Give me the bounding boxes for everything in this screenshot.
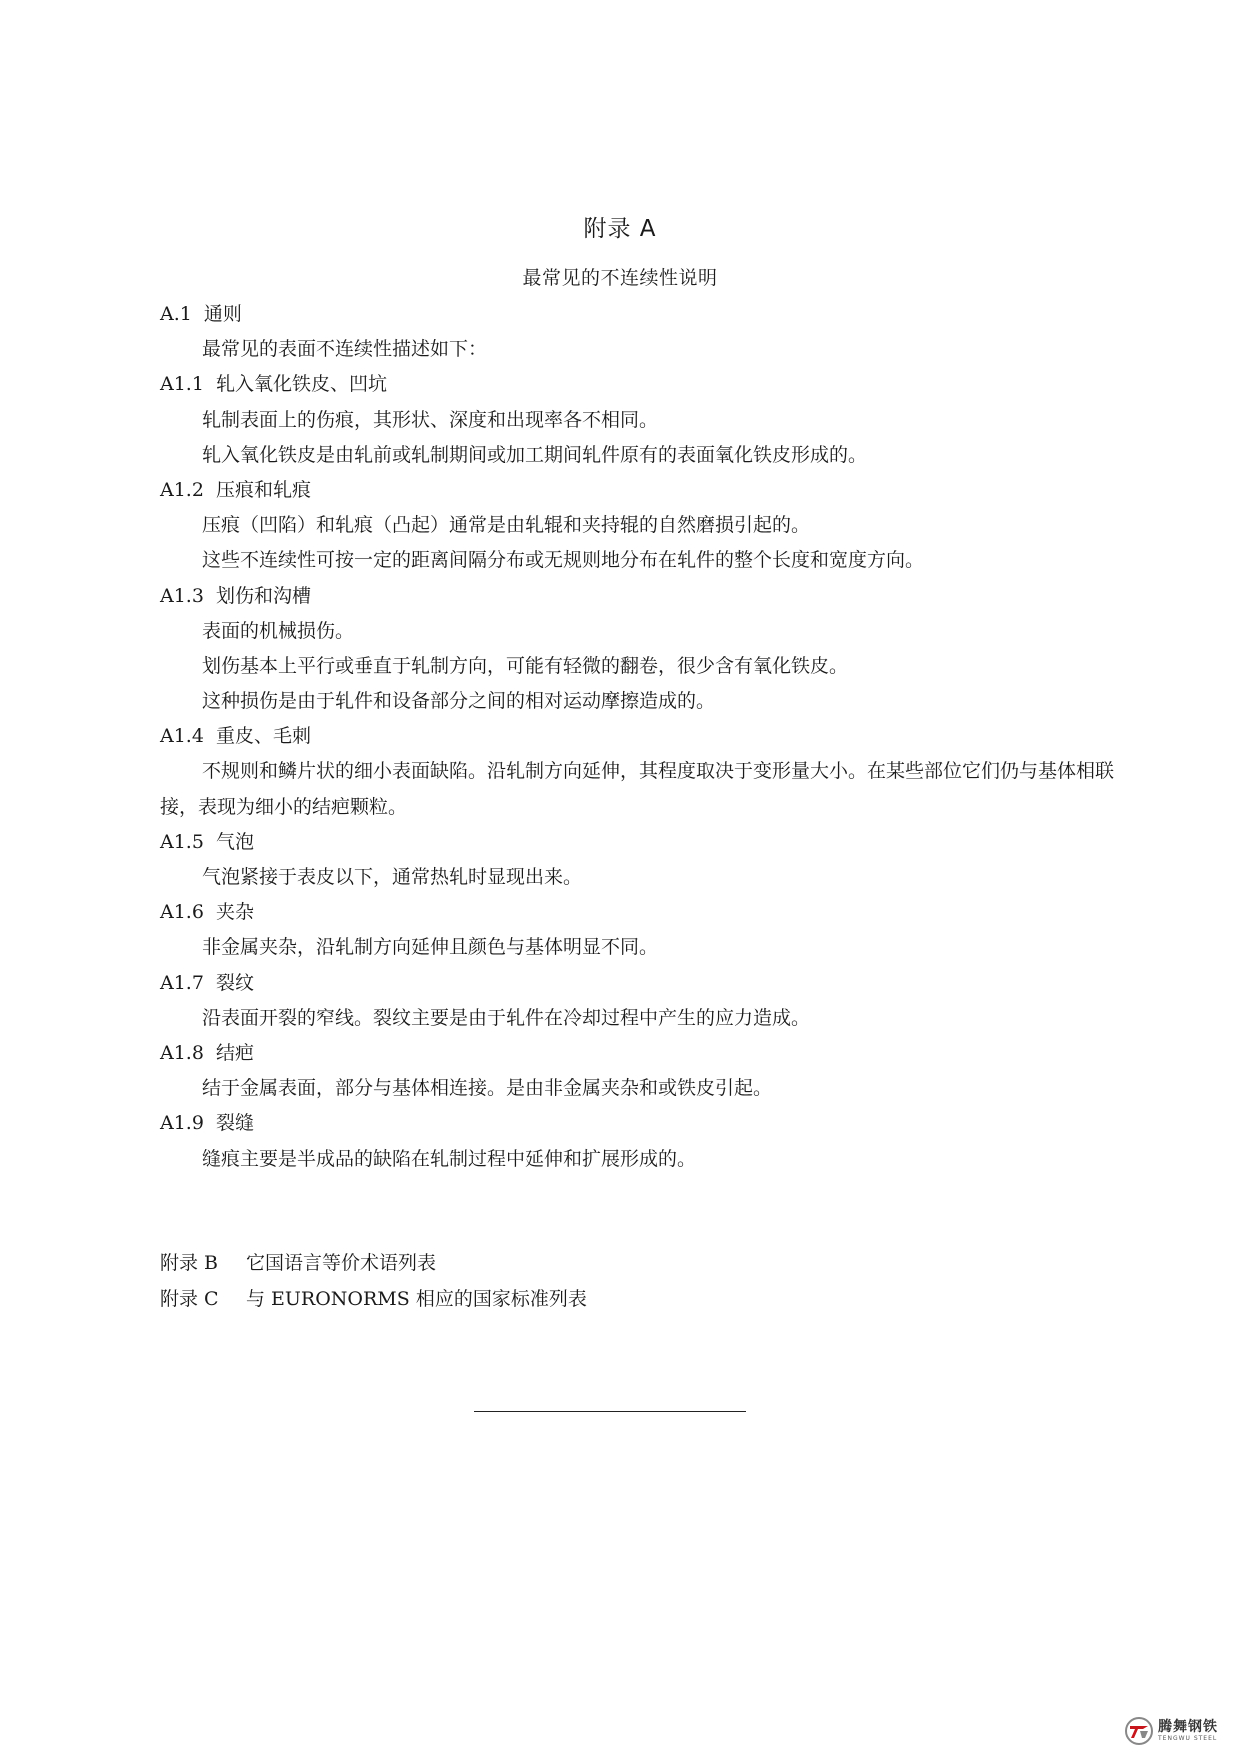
annex-item — [160, 1245, 587, 1281]
end-rule — [474, 1411, 746, 1412]
section-number: A1.5 — [160, 830, 204, 853]
annex-title: 附录 A — [583, 216, 657, 242]
logo-text-en: TENGWU STEEL — [1158, 1735, 1218, 1742]
section-title: 通则 — [203, 303, 242, 325]
paragraph: 不规则和鳞片状的细小表面缺陷。沿轧制方向延伸，其程度取决于变形量大小。在某些部位它们仍与基体相联接，表现为细小的结疤颗粒。 — [160, 760, 1115, 818]
logo-text-cn: 腾舞钢铁 — [1158, 1719, 1218, 1735]
annex-list — [160, 1245, 587, 1317]
annex-code: 附录 C — [160, 1288, 219, 1310]
section-title: 裂纹 — [215, 971, 254, 994]
paragraph: 最常见的表面不连续性描述如下： — [202, 338, 488, 361]
paragraph: 表面的机械损伤。 — [202, 619, 355, 642]
paragraph: 这些不连续性可按一定的距离间隔分布或无规则地分布在轧件的整个长度和宽度方向。 — [202, 549, 925, 572]
section-heading — [160, 966, 1120, 1001]
section-number: A1.4 — [160, 725, 204, 748]
section-number: A1.6 — [160, 901, 204, 924]
paragraph: 这种损伤是由于轧件和设备部分之间的相对运动摩擦造成的。 — [202, 690, 716, 713]
section-number: A1.2 — [160, 478, 204, 501]
section-heading — [160, 297, 1120, 332]
section-heading — [160, 1036, 1120, 1071]
annex-item-title: 它国语言等价术语列表 — [246, 1252, 437, 1274]
annex-item — [160, 1281, 587, 1317]
section-title: 裂缝 — [215, 1112, 254, 1135]
annex-code: 附录 B — [160, 1252, 219, 1274]
section-number: A1.9 — [160, 1112, 204, 1135]
paragraph: 轧制表面上的伤痕，其形状、深度和出现率各不相同。 — [202, 408, 659, 431]
section-title: 轧入氧化铁皮、凹坑 — [215, 373, 387, 396]
section-number: A1.1 — [160, 373, 204, 396]
section-heading — [160, 579, 1120, 614]
section-heading — [160, 825, 1120, 860]
section-title: 压痕和轧痕 — [215, 478, 311, 501]
paragraph: 轧入氧化铁皮是由轧前或轧制期间或加工期间轧件原有的表面氧化铁皮形成的。 — [202, 443, 868, 466]
annex-item-title: 与 EURONORMS 相应的国家标准列表 — [246, 1288, 587, 1310]
section-number: A1.8 — [160, 1041, 204, 1064]
paragraph: 沿表面开裂的窄线。裂纹主要是由于轧件在冷却过程中产生的应力造成。 — [202, 1006, 811, 1029]
section-number: A.1 — [160, 303, 192, 325]
paragraph: 气泡紧接于表皮以下，通常热轧时显现出来。 — [202, 866, 583, 889]
section-title: 重皮、毛刺 — [215, 725, 311, 748]
section-heading — [160, 719, 1120, 754]
section-title: 结疤 — [215, 1041, 254, 1064]
paragraph: 非金属夹杂，沿轧制方向延伸且颜色与基体明显不同。 — [202, 936, 659, 959]
section-heading — [160, 1106, 1120, 1141]
tengwu-logo-icon — [1124, 1716, 1154, 1746]
section-title: 划伤和沟槽 — [215, 584, 311, 607]
brand-logo — [1124, 1714, 1234, 1748]
section-number: A1.3 — [160, 584, 204, 607]
section-heading — [160, 895, 1120, 930]
section-title: 气泡 — [215, 830, 254, 853]
paragraph: 结于金属表面，部分与基体相连接。是由非金属夹杂和或铁皮引起。 — [202, 1077, 773, 1100]
paragraph: 划伤基本上平行或垂直于轧制方向，可能有轻微的翻卷，很少含有氧化铁皮。 — [202, 654, 849, 677]
paragraph: 压痕（凹陷）和轧痕（凸起）通常是由轧辊和夹持辊的自然磨损引起的。 — [202, 514, 811, 537]
section-heading — [160, 473, 1120, 508]
section-number: A1.7 — [160, 971, 204, 994]
paragraph: 缝痕主要是半成品的缺陷在轧制过程中延伸和扩展形成的。 — [202, 1147, 697, 1170]
section-title: 夹杂 — [215, 901, 254, 924]
document-body — [160, 297, 1120, 1177]
section-heading — [160, 367, 1120, 402]
annex-subtitle: 最常见的不连续性说明 — [522, 267, 718, 289]
